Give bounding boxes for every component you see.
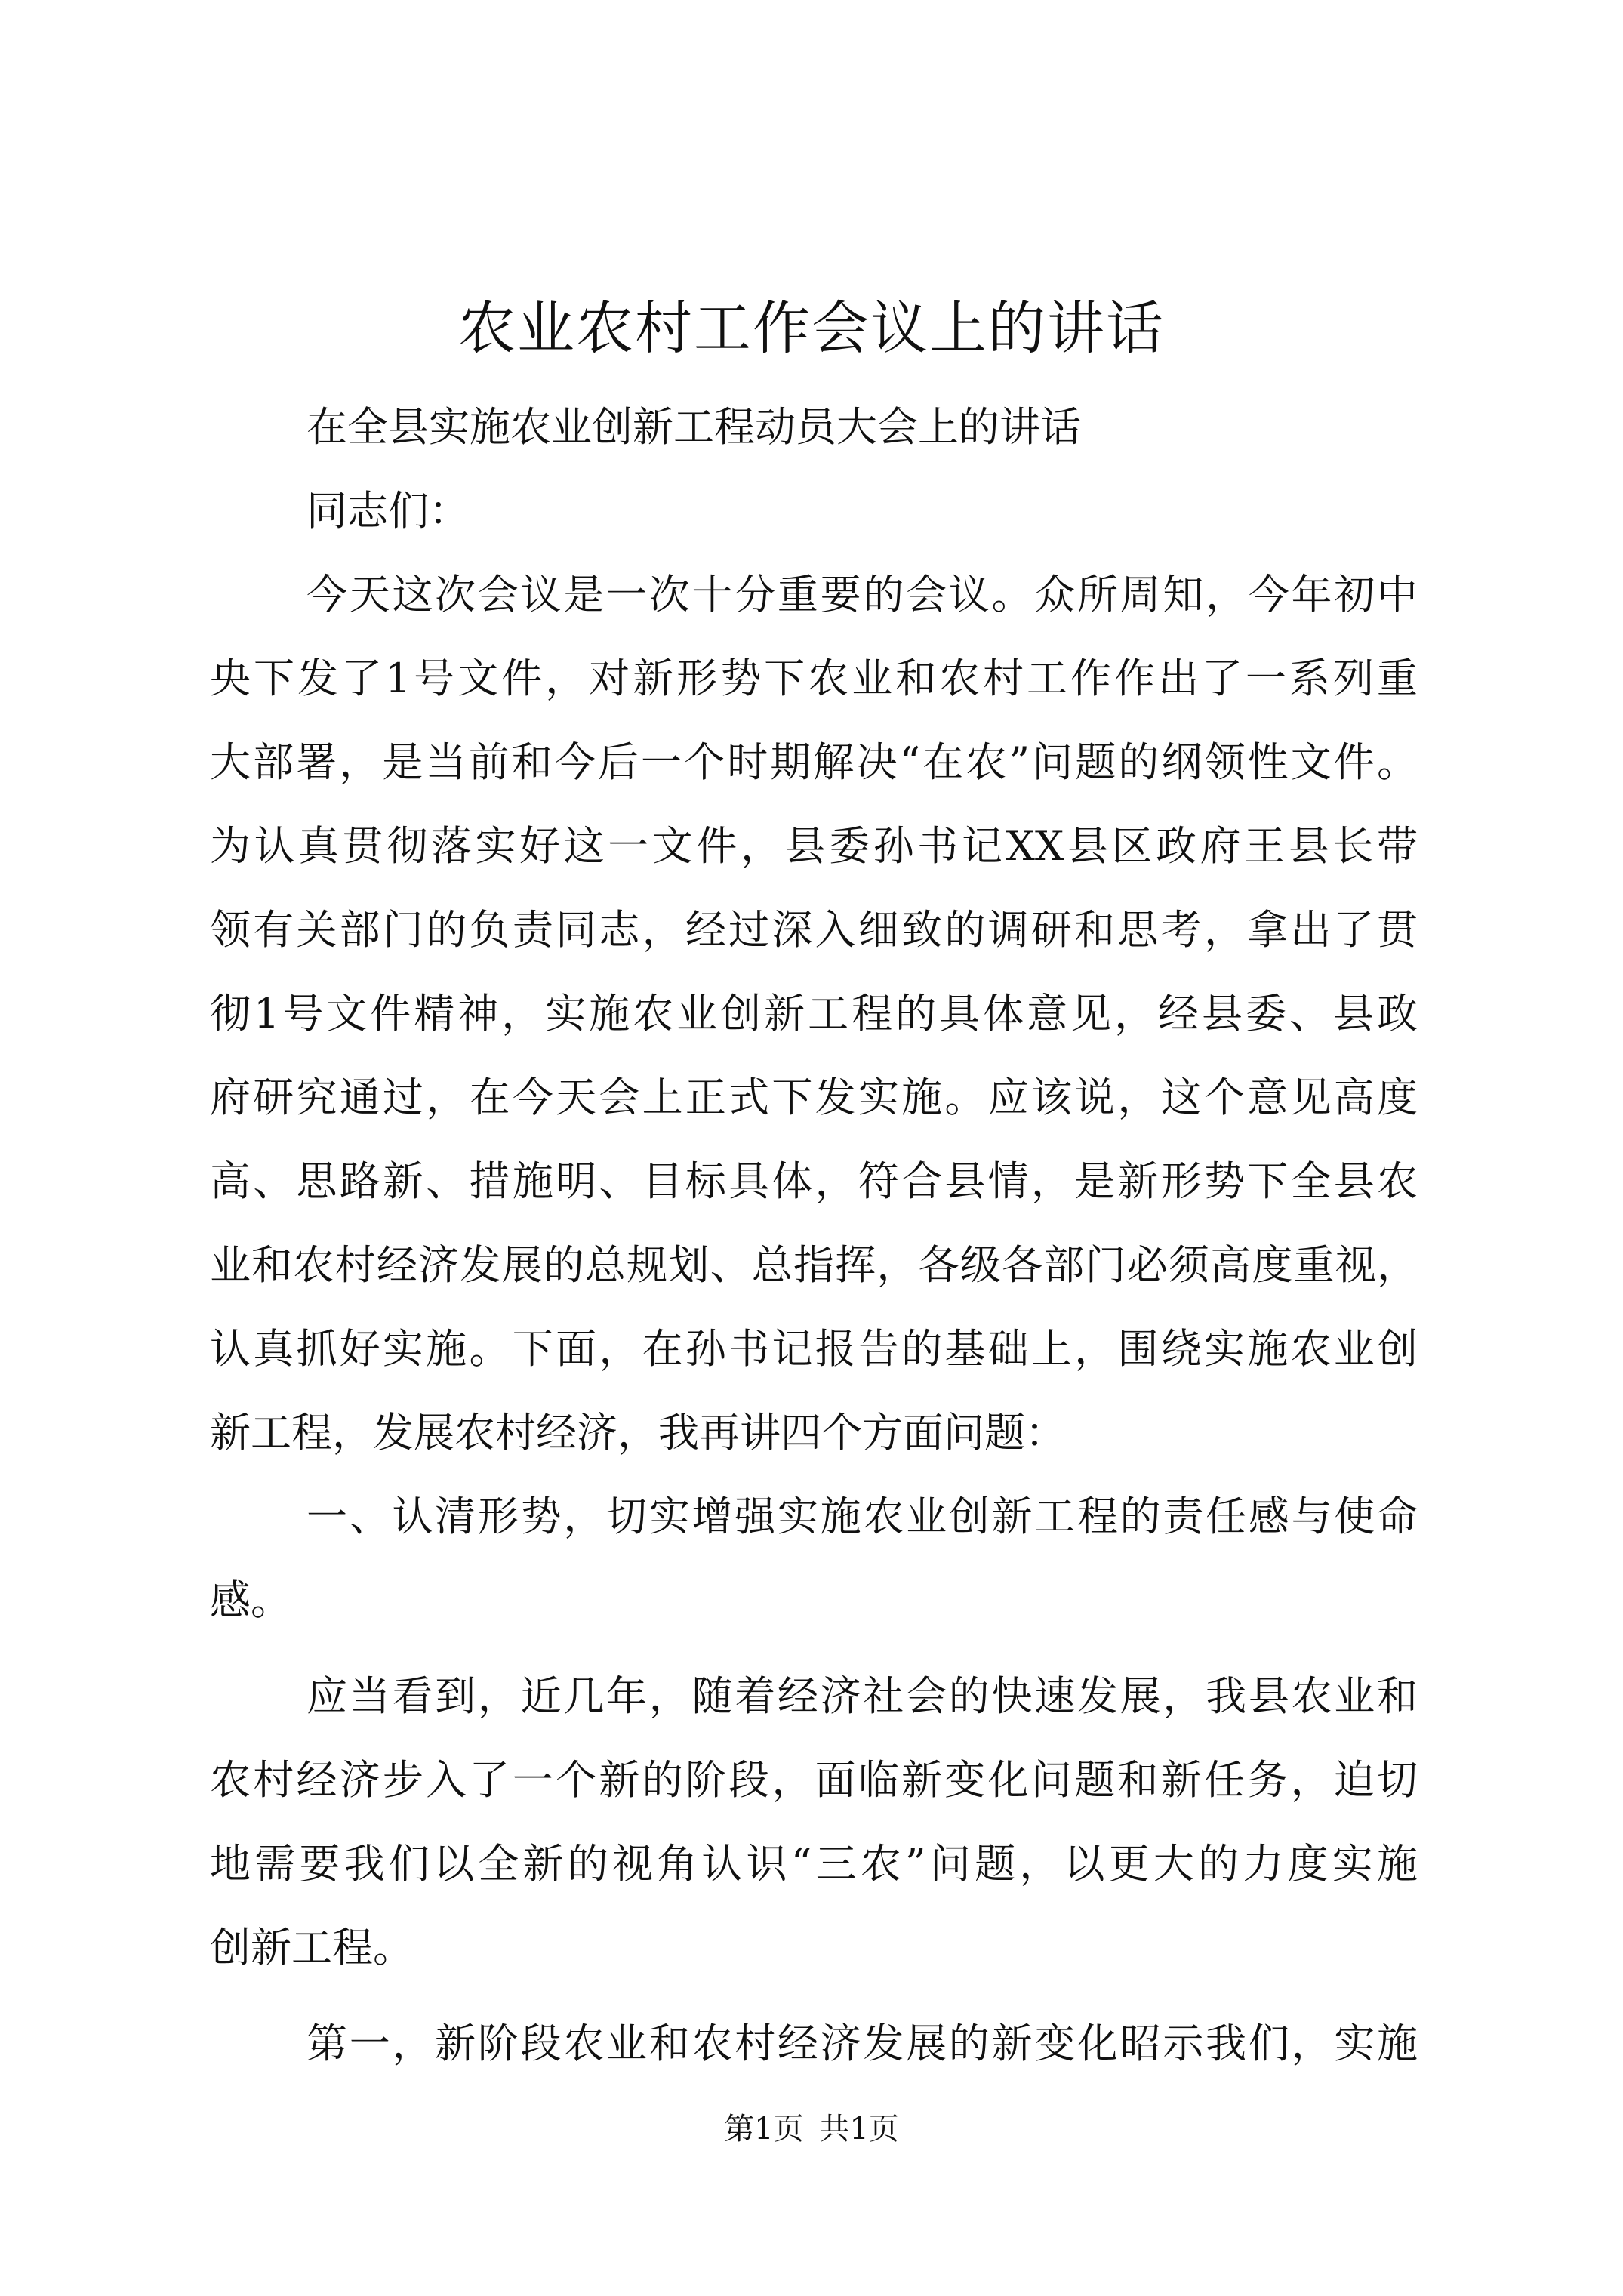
paragraph-line: 第一，新阶段农业和农村经济发展的新变化昭示我们，实施 xyxy=(306,2020,1418,2067)
page-number: 第1页 xyxy=(724,2112,804,2147)
paragraph-line: 彻1号文件精神，实施农业创新工程的具体意见，经县委、县政 xyxy=(210,990,1418,1037)
paragraph-line: 地需要我们以全新的视角认识“三农”问题，以更大的力度实施 xyxy=(210,1840,1418,1888)
salutation-line: 同志们： xyxy=(306,487,470,535)
subtitle-line: 在全县实施农业创新工程动员大会上的讲话 xyxy=(306,403,1081,451)
paragraph-line: 今天这次会议是一次十分重要的会议。众所周知，今年初中 xyxy=(306,571,1418,618)
paragraph-line: 创新工程。 xyxy=(210,1924,414,1971)
paragraph-line: 央下发了1号文件，对新形势下农业和农村工作作出了一系列重 xyxy=(210,655,1418,702)
paragraph-line: 大部署，是当前和今后一个时期解决“在农”问题的纲领性文件。 xyxy=(210,738,1418,786)
paragraph-line: 府研究通过，在今天会上正式下发实施。应该说，这个意见高度 xyxy=(210,1074,1418,1121)
page-footer xyxy=(0,2106,1623,2152)
paragraph-gap xyxy=(210,1642,1418,1654)
paragraph-line: 应当看到，近几年，随着经济社会的快速发展，我县农业和 xyxy=(306,1672,1418,1720)
paragraph-line: 高、思路新、措施明、目标具体，符合县情，是新形势下全县农 xyxy=(210,1157,1418,1205)
paragraph-line: 认真抓好实施。下面，在孙书记报告的基础上，围绕实施农业创 xyxy=(210,1325,1418,1373)
paragraph-gap xyxy=(210,1989,1418,2002)
document-body xyxy=(210,385,1418,2085)
paragraph-line: 为认真贯彻落实好这一文件，县委孙书记XX县区政府王县长带 xyxy=(210,822,1418,870)
page-total: 共1页 xyxy=(819,2112,899,2147)
document-title: 农业农村工作会议上的讲话 xyxy=(458,294,1165,362)
paragraph-line: 业和农村经济发展的总规划、总指挥，各级各部门必须高度重视， xyxy=(210,1241,1418,1289)
paragraph-line: 农村经济步入了一个新的阶段，面临新变化问题和新任务，迫切 xyxy=(210,1756,1418,1804)
paragraph-line: 新工程，发展农村经济，我再讲四个方面问题： xyxy=(210,1409,1066,1456)
section-heading-line: 感。 xyxy=(210,1576,291,1624)
paragraph-line: 领有关部门的负责同志，经过深入细致的调研和思考，拿出了贯 xyxy=(210,906,1418,954)
section-heading-line: 一、认清形势，切实增强实施农业创新工程的责任感与使命 xyxy=(306,1493,1418,1540)
